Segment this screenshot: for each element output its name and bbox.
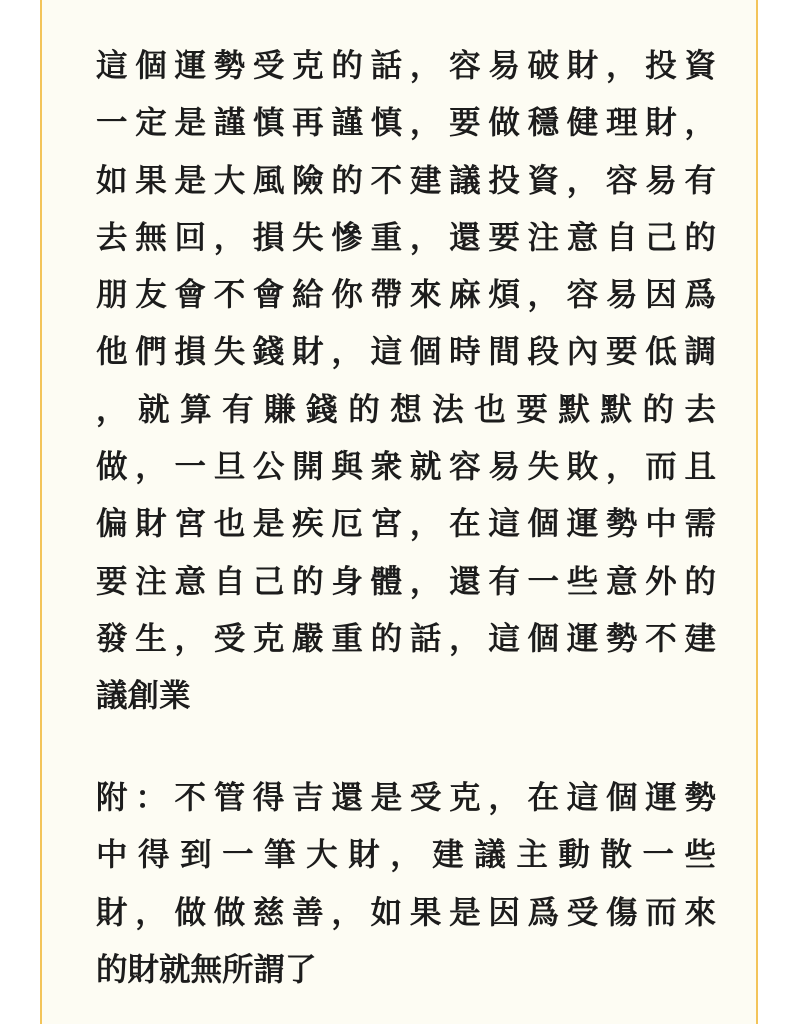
text-line: 中得到一筆大財，建議主動散一些 [96,837,716,874]
text-line: 做，一旦公開與衆就容易失敗，而且 [96,449,716,486]
text-line: 要注意自己的身體，還有一些意外的 [96,563,716,600]
text-line: 的財就無所謂了 [96,951,317,988]
text-line: 朋友會不會給你帶來麻煩，容易因爲 [96,277,716,314]
article-paragraph-note [96,770,716,999]
article-paragraph-main [96,38,716,726]
text-line: ，就算有賺錢的想法也要默默的去 [96,391,716,428]
text-line: 去無回，損失慘重，還要注意自己的 [96,219,716,256]
text-line: 他們損失錢財，這個時間段內要低調 [96,334,716,371]
text-line: 這個運勢受克的話，容易破財，投資 [96,48,716,84]
text-line: 附：不管得吉還是受克，在這個運勢 [96,780,716,816]
text-line: 偏財宮也是疾厄宮，在這個運勢中需 [96,506,716,543]
text-line: 議創業 [96,678,191,715]
text-line: 財，做做慈善，如果是因爲受傷而來 [96,894,716,931]
text-line: 發生，受克嚴重的話，這個運勢不建 [96,620,716,657]
article-card [40,0,758,1024]
text-line: 一定是謹慎再謹慎，要做穩健理財， [96,105,716,142]
text-line: 如果是大風險的不建議投資，容易有 [96,162,716,199]
